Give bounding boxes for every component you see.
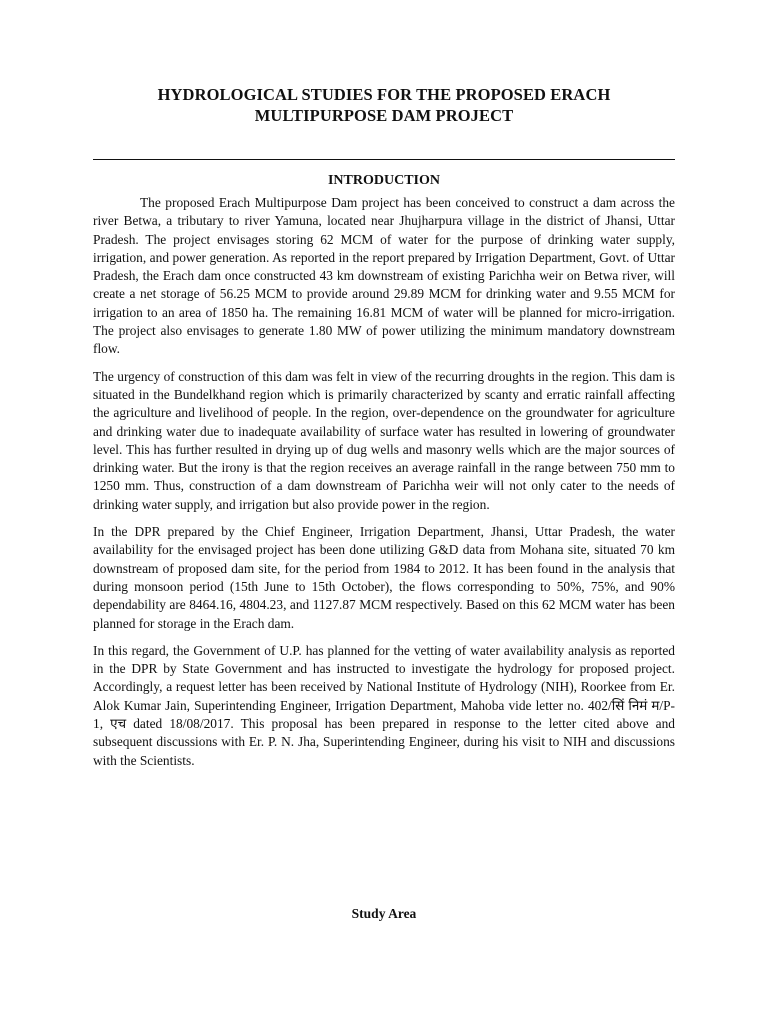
paragraph-3: In the DPR prepared by the Chief Engineer, Irrigation Department, Jhansi, Uttar Pradesh, the water availability for the envisaged project has been done utilizing G&D data from Mohana site, situated 70 km downstream of proposed dam site, for the period from 1984 to 2012. It has been found in the analysis that during monsoon period (15th June to 15th October), the flows corresponding to 50%, 75%, and 90% dependability are 8464.16, 4804.23, and 1127.87 MCM respectively. Based on this 62 MCM water has been planned for storage in the Erach dam. (93, 524, 675, 631)
title-line-1: HYDROLOGICAL STUDIES FOR THE PROPOSED ERACH (157, 85, 611, 104)
title-line-2: MULTIPURPOSE DAM PROJECT (254, 106, 514, 125)
subheading-study-area: Study Area (351, 906, 417, 921)
document-title (93, 84, 675, 126)
paragraph-4: In this regard, the Government of U.P. has planned for the vetting of water availability analysis as reported in the DPR by State Government and has instructed to investigate the hydrology for proposed project. Accordingly, a request letter has been received by National Institute of Hydrology (NIH), Roorkee from Er. Alok Kumar Jain, Superintending Engineer, Irrigation Department, Mahoba vide letter no. 402/सिं निमं म/P-1, एच dated 18/08/2017. This proposal has been prepared in response to the letter cited above and subsequent discussions with Er. P. N. Jha, Superintending Engineer, during his visit to NIH and discussions with the Scientists. (93, 642, 675, 768)
section-heading-introduction: INTRODUCTION (327, 173, 440, 188)
document-page (93, 84, 675, 779)
paragraph-2: The urgency of construction of this dam was felt in view of the recurring droughts in the region. This dam is situated in the Bundelkhand region which is primarily characterized by scanty and erratic rainfall affecting the agriculture and livelihood of people. In the region, over-dependence on the groundwater for agriculture and drinking water due to inadequate availability of surface water has resulted in lowering of groundwater level. This has further resulted in drying up of dug wells and masonry wells which are the major sources of drinking water. But the irony is that the region receives an average rainfall in the range between 750 mm to 1250 mm. Thus, construction of a dam downstream of Parichha weir will not only cater to the needs of drinking water supply, and irrigation but also provide power in the region. (93, 368, 675, 512)
paragraph-1: The proposed Erach Multipurpose Dam project has been conceived to construct a dam across the river Betwa, a tributary to river Yamuna, located near Jhujharpura village in the district of Jhansi, Uttar Pradesh. The project envisages storing 62 MCM of water for the purpose of drinking water supply, irrigation, and power generation. As reported in the report prepared by Irrigation Department, Govt. of Uttar Pradesh, the Erach dam once constructed 43 km downstream of existing Parichha weir on Betwa river, will create a net storage of 56.25 MCM to provide around 29.89 MCM for drinking water and 9.55 MCM for irrigation to an area of 1850 ha. The remaining 16.81 MCM of water will be planned for micro-irrigation. The project also envisages to generate 1.80 MW of power utilizing the minimum mandatory downstream flow. (93, 195, 675, 357)
horizontal-rule (93, 159, 675, 160)
